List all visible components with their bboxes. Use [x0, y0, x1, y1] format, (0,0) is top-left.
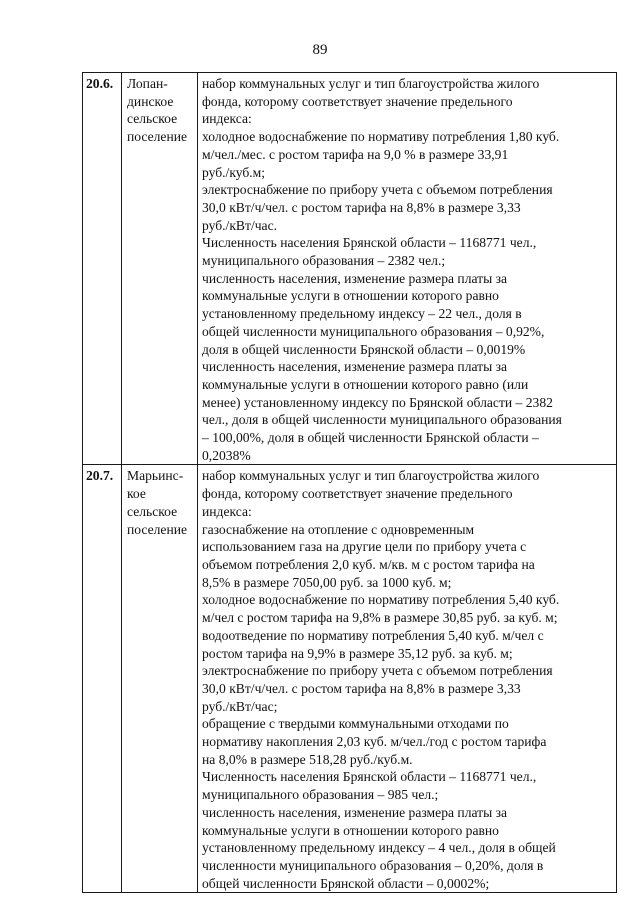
description-line: численность населения, изменение размера платы за: [202, 359, 508, 375]
description-line: 30,0 кВт/ч/чел. с ростом тарифа на 8,8% в размере 3,33: [202, 199, 521, 215]
description-line: Численность населения Брянской области – 1168771 чел.,: [202, 235, 537, 251]
description-line: м/чел с ростом тарифа на 9,8% в размере 30,85 руб. за куб. м;: [202, 610, 558, 626]
description-line: численности муниципального образования – 0,20%, доля в: [202, 857, 544, 873]
description-line: муниципального образования – 2382 чел.;: [202, 253, 446, 269]
description-line: общей численности Брянской области – 0,0002%;: [202, 875, 490, 891]
description-line: индекса:: [202, 503, 252, 519]
municipalities-table: [82, 72, 617, 893]
municipality-name-line: Лопан-: [127, 76, 168, 91]
municipality-name-line: поселение: [127, 129, 188, 145]
description-line: руб./кВт/час;: [202, 698, 278, 714]
municipality-name: [122, 465, 198, 893]
description-line: численность населения, изменение размера платы за: [202, 270, 508, 286]
description-line: установленному предельному индексу – 4 чел., доля в общей: [202, 840, 556, 856]
tariff-description: [198, 73, 617, 465]
description-line: ростом тарифа на 9,9% в размере 35,12 руб. за куб. м;: [202, 645, 513, 661]
description-line: нормативу накопления 2,03 куб. м/чел./год с ростом тарифа: [202, 734, 547, 750]
description-line: обращение с твердыми коммунальными отходами по: [202, 716, 509, 732]
table-row: [83, 73, 617, 465]
description-line: набор коммунальных услуг и тип благоустройства жилого: [202, 76, 540, 91]
municipality-name: [122, 73, 198, 465]
description-line: муниципального образования – 985 чел.;: [202, 787, 439, 803]
description-line: на 8,0% в размере 518,28 руб./куб.м.: [202, 751, 413, 767]
description-line: м/чел./мес. с ростом тарифа на 9,0 % в размере 33,91: [202, 146, 509, 162]
description-line: электроснабжение по прибору учета с объемом потребления: [202, 182, 553, 198]
description-line: коммунальные услуги в отношении которого равно: [202, 822, 499, 838]
description-line: фонда, которому соответствует значение предельного: [202, 486, 513, 502]
description-line: коммунальные услуги в отношении которого равно (или: [202, 376, 529, 392]
description-line: водоотведение по нормативу потребления 5,40 куб. м/чел с: [202, 627, 544, 643]
description-line: общей численности муниципального образования – 0,92%,: [202, 323, 545, 339]
description-line: руб./кВт/час.: [202, 217, 278, 233]
description-line: руб./куб.м;: [202, 164, 266, 180]
description-line: индекса:: [202, 111, 252, 127]
description-line: численность населения, изменение размера платы за: [202, 804, 508, 820]
municipality-name-line: динское: [127, 93, 174, 109]
description-line: чел., доля в общей численности муниципального образования: [202, 412, 562, 428]
description-line: газоснабжение на отопление с одновременным: [202, 521, 475, 537]
description-line: набор коммунальных услуг и тип благоустройства жилого: [202, 468, 540, 484]
municipality-name-line: сельское: [127, 111, 178, 127]
municipality-name-line: кое: [127, 486, 146, 502]
tariff-description: [198, 465, 617, 893]
description-line: Численность населения Брянской области – 1168771 чел.,: [202, 769, 537, 785]
description-line: холодное водоснабжение по нормативу потребления 5,40 куб.: [202, 592, 560, 608]
municipality-name-line: сельское: [127, 503, 178, 519]
row-number: 20.6.: [83, 73, 122, 465]
description-line: 8,5% в размере 7050,00 руб. за 1000 куб. м;: [202, 574, 452, 590]
description-line: фонда, которому соответствует значение предельного: [202, 93, 513, 109]
description-line: использованием газа на другие цели по прибору учета с: [202, 539, 527, 555]
page-number: 89: [312, 42, 328, 58]
description-line: электроснабжение по прибору учета с объемом потребления: [202, 663, 553, 679]
description-line: объемом потребления 2,0 куб. м/кв. м с ростом тарифа на: [202, 556, 535, 572]
description-line: холодное водоснабжение по нормативу потребления 1,80 куб.: [202, 129, 560, 145]
table-body: [83, 73, 617, 893]
description-line: 0,2038%: [202, 447, 251, 463]
description-line: доля в общей численности Брянской области – 0,0019%: [202, 341, 526, 357]
description-line: – 100,00%, доля в общей численности Брянской области –: [202, 430, 539, 446]
description-line: установленному предельному индексу – 22 чел., доля в: [202, 306, 522, 322]
description-line: коммунальные услуги в отношении которого равно: [202, 288, 499, 304]
row-number: 20.7.: [83, 465, 122, 893]
municipality-name-line: Марьинс-: [127, 468, 184, 484]
table-row: [83, 465, 617, 893]
description-line: 30,0 кВт/ч/чел. с ростом тарифа на 8,8% в размере 3,33: [202, 680, 521, 696]
municipality-name-line: поселение: [127, 521, 188, 537]
description-line: менее) установленному индексу по Брянской области – 2382: [202, 394, 553, 410]
